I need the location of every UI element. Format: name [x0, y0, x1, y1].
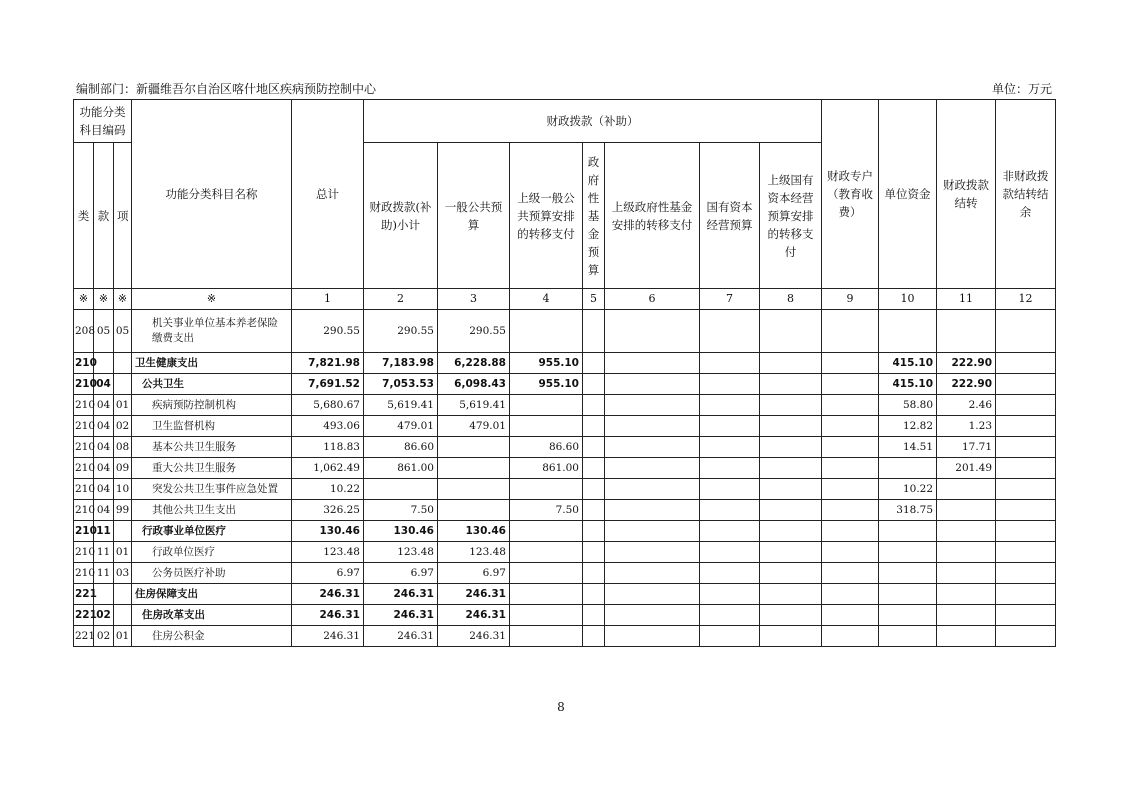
- value-cell: 479.01: [364, 416, 438, 437]
- value-cell: [605, 416, 700, 437]
- value-cell: [605, 310, 700, 353]
- value-cell: 6,228.88: [438, 353, 510, 374]
- value-cell: [822, 353, 879, 374]
- value-cell: [760, 542, 822, 563]
- value-cell: [879, 521, 937, 542]
- value-cell: 326.25: [292, 500, 364, 521]
- value-cell: [996, 584, 1056, 605]
- value-cell: 6.97: [438, 563, 510, 584]
- value-cell: [937, 626, 996, 647]
- code-xiang-cell: [114, 374, 132, 395]
- table-row: [74, 563, 1056, 584]
- value-cell: 222.90: [937, 374, 996, 395]
- value-cell: 7.50: [510, 500, 583, 521]
- value-cell: [605, 521, 700, 542]
- value-cell: [996, 310, 1056, 353]
- value-cell: 861.00: [510, 458, 583, 479]
- code-xiang-cell: 03: [114, 563, 132, 584]
- code-xiang-cell: 01: [114, 542, 132, 563]
- index-cell: 9: [822, 289, 879, 310]
- value-cell: 1.23: [937, 416, 996, 437]
- index-cell: ※: [132, 289, 292, 310]
- subject-name-cell: 卫生健康支出: [132, 353, 292, 374]
- value-cell: 7,691.52: [292, 374, 364, 395]
- value-cell: [510, 605, 583, 626]
- value-cell: [700, 395, 760, 416]
- value-cell: [700, 500, 760, 521]
- code-xiang-cell: 02: [114, 416, 132, 437]
- func-code-header: 功能分类科目编码: [74, 100, 132, 143]
- value-cell: [510, 416, 583, 437]
- code-xiang-cell: [114, 353, 132, 374]
- value-cell: 479.01: [438, 416, 510, 437]
- value-cell: [822, 500, 879, 521]
- value-cell: 10.22: [879, 479, 937, 500]
- value-cell: [510, 563, 583, 584]
- index-cell: 11: [937, 289, 996, 310]
- code-kuan-cell: 04: [94, 500, 114, 521]
- value-cell: [760, 605, 822, 626]
- value-cell: [700, 310, 760, 353]
- value-cell: [605, 500, 700, 521]
- value-cell: [700, 521, 760, 542]
- code-kuan-cell: 04: [94, 395, 114, 416]
- fiscal-group-header: 财政拨款（补助）: [364, 100, 822, 143]
- value-cell: [438, 500, 510, 521]
- value-cell: 2.46: [937, 395, 996, 416]
- subject-name-cell: 机关事业单位基本养老保险缴费支出: [132, 310, 292, 353]
- value-cell: 290.55: [292, 310, 364, 353]
- value-cell: [605, 605, 700, 626]
- value-cell: [996, 605, 1056, 626]
- code-lei-cell: 210: [74, 353, 94, 374]
- value-cell: [937, 584, 996, 605]
- value-cell: 6,098.43: [438, 374, 510, 395]
- value-cell: [583, 479, 605, 500]
- index-cell: ※: [74, 289, 94, 310]
- value-cell: [822, 521, 879, 542]
- value-cell: 201.49: [937, 458, 996, 479]
- value-cell: [879, 584, 937, 605]
- value-cell: [364, 479, 438, 500]
- value-cell: [879, 310, 937, 353]
- code-xiang-cell: 05: [114, 310, 132, 353]
- value-cell: [937, 310, 996, 353]
- code-xiang-cell: 08: [114, 437, 132, 458]
- code-kuan-cell: 04: [94, 479, 114, 500]
- value-cell: [822, 626, 879, 647]
- value-cell: [996, 395, 1056, 416]
- value-cell: [583, 584, 605, 605]
- state-capital-header: 国有资本经营预算: [700, 143, 760, 289]
- index-cell: 5: [583, 289, 605, 310]
- value-cell: [438, 437, 510, 458]
- value-cell: [760, 437, 822, 458]
- unit-label: 单位：万元: [991, 82, 1052, 96]
- value-cell: [605, 395, 700, 416]
- index-cell: 10: [879, 289, 937, 310]
- value-cell: 130.46: [438, 521, 510, 542]
- value-cell: [760, 563, 822, 584]
- index-cell: ※: [94, 289, 114, 310]
- code-kuan-cell: 11: [94, 521, 114, 542]
- value-cell: 861.00: [364, 458, 438, 479]
- index-cell: ※: [114, 289, 132, 310]
- value-cell: [700, 584, 760, 605]
- table-row: [74, 542, 1056, 563]
- code-lei-cell: 208: [74, 310, 94, 353]
- value-cell: [700, 542, 760, 563]
- value-cell: 7,053.53: [364, 374, 438, 395]
- value-cell: 6.97: [364, 563, 438, 584]
- index-cell: 7: [700, 289, 760, 310]
- value-cell: 7,183.98: [364, 353, 438, 374]
- code-lei-cell: 210: [74, 437, 94, 458]
- value-cell: [937, 500, 996, 521]
- value-cell: 7,821.98: [292, 353, 364, 374]
- subject-name-cell: 重大公共卫生服务: [132, 458, 292, 479]
- value-cell: [583, 374, 605, 395]
- table-row: [74, 479, 1056, 500]
- table-row: [74, 584, 1056, 605]
- upper-gov-fund-header: 上级政府性基金安排的转移支付: [605, 143, 700, 289]
- subject-name-cell: 住房改革支出: [132, 605, 292, 626]
- nonfiscal-carryover-header: 非财政拨款结转结余: [996, 100, 1056, 289]
- name-header: 功能分类科目名称: [132, 100, 292, 289]
- subject-name-cell: 其他公共卫生支出: [132, 500, 292, 521]
- subject-name-cell: 住房公积金: [132, 626, 292, 647]
- code-lei-cell: 210: [74, 521, 94, 542]
- value-cell: [583, 416, 605, 437]
- table-row: [74, 437, 1056, 458]
- value-cell: [937, 605, 996, 626]
- code-lei-cell: 210: [74, 542, 94, 563]
- value-cell: [605, 353, 700, 374]
- value-cell: [879, 563, 937, 584]
- code-kuan-cell: 02: [94, 626, 114, 647]
- value-cell: [700, 605, 760, 626]
- fiscal-subtotal-header: 财政拨款(补助)小计: [364, 143, 438, 289]
- code-kuan-cell: 04: [94, 416, 114, 437]
- value-cell: 415.10: [879, 353, 937, 374]
- value-cell: [937, 479, 996, 500]
- value-cell: 5,619.41: [438, 395, 510, 416]
- code-lei-cell: 210: [74, 458, 94, 479]
- budget-table: [73, 99, 1056, 647]
- value-cell: [760, 310, 822, 353]
- value-cell: 118.83: [292, 437, 364, 458]
- subject-name-cell: 疾病预防控制机构: [132, 395, 292, 416]
- table-row: [74, 353, 1056, 374]
- code-lei-cell: 221: [74, 605, 94, 626]
- value-cell: 12.82: [879, 416, 937, 437]
- subject-name-cell: 行政单位医疗: [132, 542, 292, 563]
- value-cell: 6.97: [292, 563, 364, 584]
- value-cell: [700, 458, 760, 479]
- value-cell: [700, 479, 760, 500]
- code-kuan-cell: 04: [94, 437, 114, 458]
- value-cell: [700, 353, 760, 374]
- value-cell: [583, 310, 605, 353]
- value-cell: [996, 563, 1056, 584]
- table-row: [74, 310, 1056, 353]
- value-cell: 246.31: [364, 605, 438, 626]
- code-xiang-cell: [114, 521, 132, 542]
- value-cell: [605, 542, 700, 563]
- value-cell: [879, 542, 937, 563]
- index-cell: 4: [510, 289, 583, 310]
- value-cell: 318.75: [879, 500, 937, 521]
- subject-name-cell: 公共卫生: [132, 374, 292, 395]
- code-lei-cell: 210: [74, 479, 94, 500]
- value-cell: [879, 458, 937, 479]
- value-cell: 86.60: [364, 437, 438, 458]
- value-cell: [996, 374, 1056, 395]
- value-cell: [760, 458, 822, 479]
- value-cell: [760, 374, 822, 395]
- general-budget-header: 一般公共预算: [438, 143, 510, 289]
- value-cell: [583, 353, 605, 374]
- value-cell: [822, 479, 879, 500]
- code-lei-cell: 210: [74, 500, 94, 521]
- value-cell: 415.10: [879, 374, 937, 395]
- fiscal-special-header: 财政专户（教育收费）: [822, 100, 879, 289]
- value-cell: [583, 605, 605, 626]
- value-cell: [760, 626, 822, 647]
- value-cell: [822, 374, 879, 395]
- value-cell: [822, 395, 879, 416]
- value-cell: 14.51: [879, 437, 937, 458]
- subject-name-cell: 公务员医疗补助: [132, 563, 292, 584]
- value-cell: [605, 437, 700, 458]
- code-xiang-cell: 99: [114, 500, 132, 521]
- value-cell: [510, 542, 583, 563]
- value-cell: [760, 521, 822, 542]
- value-cell: [879, 605, 937, 626]
- upper-state-capital-header: 上级国有资本经营预算安排的转移支付: [760, 143, 822, 289]
- table-row: [74, 458, 1056, 479]
- code-lei-cell: 210: [74, 374, 94, 395]
- code-lei-cell: 210: [74, 416, 94, 437]
- value-cell: [996, 479, 1056, 500]
- value-cell: [510, 521, 583, 542]
- value-cell: 955.10: [510, 353, 583, 374]
- value-cell: 130.46: [292, 521, 364, 542]
- value-cell: [700, 563, 760, 584]
- xiang-header: 项: [114, 143, 132, 289]
- value-cell: 246.31: [292, 584, 364, 605]
- value-cell: [822, 416, 879, 437]
- value-cell: 10.22: [292, 479, 364, 500]
- value-cell: [605, 458, 700, 479]
- value-cell: [822, 542, 879, 563]
- table-row: [74, 626, 1056, 647]
- value-cell: 246.31: [438, 584, 510, 605]
- table-row: [74, 521, 1056, 542]
- value-cell: [760, 584, 822, 605]
- table-row: [74, 374, 1056, 395]
- code-kuan-cell: 11: [94, 563, 114, 584]
- unit-funds-header: 单位资金: [879, 100, 937, 289]
- value-cell: 123.48: [364, 542, 438, 563]
- kuan-header: 款: [94, 143, 114, 289]
- code-lei-cell: 221: [74, 584, 94, 605]
- value-cell: [937, 521, 996, 542]
- upper-general-header: 上级一般公共预算安排的转移支付: [510, 143, 583, 289]
- value-cell: [700, 437, 760, 458]
- value-cell: 17.71: [937, 437, 996, 458]
- subject-name-cell: 行政事业单位医疗: [132, 521, 292, 542]
- table-row: [74, 500, 1056, 521]
- value-cell: [937, 563, 996, 584]
- value-cell: [996, 542, 1056, 563]
- value-cell: [438, 479, 510, 500]
- total-header: 总计: [292, 100, 364, 289]
- index-cell: 12: [996, 289, 1056, 310]
- index-cell: 8: [760, 289, 822, 310]
- value-cell: [605, 626, 700, 647]
- value-cell: 1,062.49: [292, 458, 364, 479]
- value-cell: 955.10: [510, 374, 583, 395]
- value-cell: 246.31: [364, 626, 438, 647]
- value-cell: [996, 353, 1056, 374]
- value-cell: 246.31: [438, 605, 510, 626]
- value-cell: [879, 626, 937, 647]
- value-cell: 246.31: [292, 605, 364, 626]
- value-cell: [510, 395, 583, 416]
- value-cell: [583, 500, 605, 521]
- index-cell: 1: [292, 289, 364, 310]
- value-cell: 222.90: [937, 353, 996, 374]
- code-kuan-cell: 02: [94, 605, 114, 626]
- code-kuan-cell: 04: [94, 374, 114, 395]
- value-cell: [583, 563, 605, 584]
- index-cell: 3: [438, 289, 510, 310]
- subject-name-cell: 基本公共卫生服务: [132, 437, 292, 458]
- code-xiang-cell: 01: [114, 395, 132, 416]
- code-xiang-cell: [114, 605, 132, 626]
- value-cell: [510, 479, 583, 500]
- code-kuan-cell: 05: [94, 310, 114, 353]
- value-cell: [996, 626, 1056, 647]
- value-cell: 130.46: [364, 521, 438, 542]
- department-label: 编制部门：新疆维吾尔自治区喀什地区疾病预防控制中心: [76, 82, 377, 96]
- code-xiang-cell: [114, 584, 132, 605]
- value-cell: 290.55: [364, 310, 438, 353]
- gov-fund-header: 政府性基金预算: [583, 143, 605, 289]
- value-cell: 58.80: [879, 395, 937, 416]
- value-cell: [822, 605, 879, 626]
- value-cell: [996, 458, 1056, 479]
- value-cell: [760, 416, 822, 437]
- value-cell: [996, 416, 1056, 437]
- value-cell: [937, 542, 996, 563]
- value-cell: 246.31: [292, 626, 364, 647]
- index-row: [74, 289, 1056, 310]
- code-xiang-cell: 10: [114, 479, 132, 500]
- lei-header: 类: [74, 143, 94, 289]
- value-cell: [996, 437, 1056, 458]
- value-cell: [605, 479, 700, 500]
- subject-name-cell: 住房保障支出: [132, 584, 292, 605]
- value-cell: [700, 374, 760, 395]
- value-cell: [605, 584, 700, 605]
- value-cell: [510, 626, 583, 647]
- value-cell: [822, 563, 879, 584]
- value-cell: [760, 479, 822, 500]
- value-cell: 123.48: [292, 542, 364, 563]
- code-xiang-cell: 09: [114, 458, 132, 479]
- value-cell: [583, 437, 605, 458]
- value-cell: 5,619.41: [364, 395, 438, 416]
- table-body: [74, 310, 1056, 647]
- subject-name-cell: 突发公共卫生事件应急处置: [132, 479, 292, 500]
- value-cell: 123.48: [438, 542, 510, 563]
- fiscal-carryover-header: 财政拨款结转: [937, 100, 996, 289]
- value-cell: [438, 458, 510, 479]
- page-number: 8: [557, 700, 565, 714]
- value-cell: [605, 563, 700, 584]
- code-xiang-cell: 01: [114, 626, 132, 647]
- table-row: [74, 605, 1056, 626]
- value-cell: [996, 521, 1056, 542]
- code-lei-cell: 221: [74, 626, 94, 647]
- value-cell: [605, 374, 700, 395]
- value-cell: [583, 395, 605, 416]
- value-cell: 7.50: [364, 500, 438, 521]
- value-cell: [760, 395, 822, 416]
- value-cell: [822, 458, 879, 479]
- code-lei-cell: 210: [74, 563, 94, 584]
- value-cell: 5,680.67: [292, 395, 364, 416]
- index-cell: 6: [605, 289, 700, 310]
- table-row: [74, 395, 1056, 416]
- value-cell: [760, 500, 822, 521]
- value-cell: [700, 416, 760, 437]
- index-cell: 2: [364, 289, 438, 310]
- value-cell: 246.31: [438, 626, 510, 647]
- table-row: [74, 416, 1056, 437]
- value-cell: [583, 626, 605, 647]
- value-cell: [822, 584, 879, 605]
- value-cell: [510, 310, 583, 353]
- code-kuan-cell: 11: [94, 542, 114, 563]
- value-cell: [760, 353, 822, 374]
- value-cell: 493.06: [292, 416, 364, 437]
- value-cell: [822, 310, 879, 353]
- code-lei-cell: 210: [74, 395, 94, 416]
- value-cell: [996, 500, 1056, 521]
- value-cell: [583, 521, 605, 542]
- code-kuan-cell: 04: [94, 458, 114, 479]
- value-cell: [510, 584, 583, 605]
- value-cell: [700, 626, 760, 647]
- subject-name-cell: 卫生监督机构: [132, 416, 292, 437]
- value-cell: [583, 542, 605, 563]
- value-cell: 86.60: [510, 437, 583, 458]
- value-cell: [583, 458, 605, 479]
- value-cell: [822, 437, 879, 458]
- value-cell: 290.55: [438, 310, 510, 353]
- value-cell: 246.31: [364, 584, 438, 605]
